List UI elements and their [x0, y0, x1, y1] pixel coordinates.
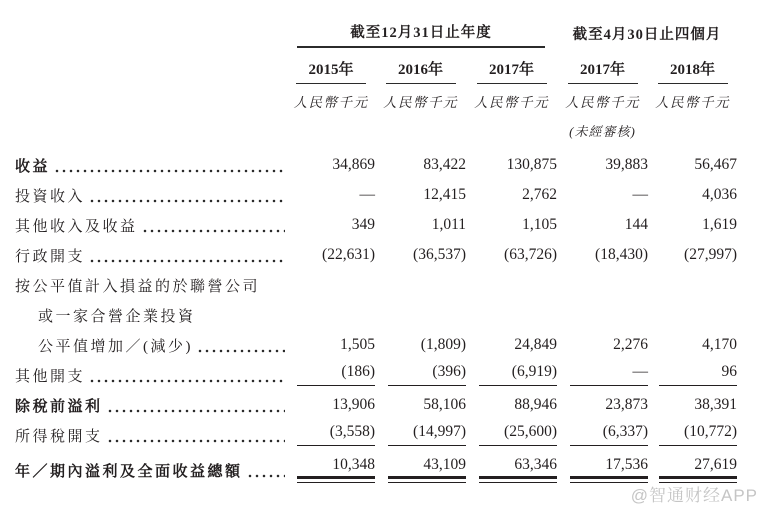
cell-value: —	[632, 363, 648, 381]
cell-value: 34,869	[332, 155, 375, 173]
unit-label: 人民幣千元	[383, 95, 458, 110]
year-header-label: 2017年	[568, 58, 638, 84]
leader-dots	[90, 379, 285, 384]
table-row	[15, 300, 737, 330]
cell-value: 4,036	[702, 185, 737, 203]
row-label: 公平值增加／(減少)	[38, 338, 193, 355]
table-row	[15, 150, 737, 180]
value-cell	[466, 240, 557, 270]
unit-label: 人民幣千元	[474, 95, 549, 110]
cell-value: —	[359, 185, 375, 203]
value-cell	[648, 300, 737, 330]
single-rule	[570, 445, 648, 446]
cell-value: 23,873	[605, 395, 648, 413]
value-cell	[557, 390, 648, 420]
cell-value: 2,276	[613, 335, 648, 353]
table-row	[15, 180, 737, 210]
cell-value: 13,906	[332, 395, 375, 413]
value-cell	[557, 210, 648, 240]
value-cell	[287, 360, 375, 390]
single-rule	[297, 445, 375, 446]
year-header	[557, 48, 648, 84]
leader-dots	[248, 474, 285, 479]
cell-value: 130,875	[506, 155, 557, 173]
single-rule	[388, 445, 466, 446]
cell-value: 1,505	[340, 335, 375, 353]
value-cell	[557, 330, 648, 360]
cell-value: 10,348	[332, 455, 375, 473]
column-group-header-row	[15, 16, 737, 48]
year-header	[287, 48, 375, 84]
row-label-cell	[15, 300, 287, 330]
value-cell	[557, 420, 648, 450]
value-cell	[557, 180, 648, 210]
cell-value: 349	[351, 215, 375, 233]
value-cell	[287, 300, 375, 330]
value-cell	[557, 270, 648, 300]
value-cell	[375, 420, 466, 450]
value-cell	[375, 270, 466, 300]
row-label: 年／期內溢利及全面收益總額	[15, 463, 243, 480]
value-cell	[648, 210, 737, 240]
value-cell	[375, 360, 466, 390]
cell-value: 58,106	[423, 395, 466, 413]
cell-value: 27,619	[694, 455, 737, 473]
currency-unit-row	[15, 84, 737, 118]
leader-dots	[108, 409, 285, 414]
value-cell	[466, 180, 557, 210]
row-label-cell	[15, 390, 287, 420]
cell-value: 12,415	[423, 185, 466, 203]
leader-dots	[108, 439, 285, 444]
double-rule	[297, 476, 375, 483]
year-header-label: 2018年	[658, 58, 728, 84]
single-rule	[659, 385, 737, 386]
row-label: 其他開支	[15, 368, 86, 385]
value-cell	[375, 180, 466, 210]
single-rule	[388, 385, 466, 386]
cell-value: 144	[624, 215, 648, 233]
value-cell	[648, 150, 737, 180]
year-header-label: 2017年	[477, 58, 547, 84]
cell-value: 1,011	[431, 215, 466, 233]
column-group-title: 截至12月31日止年度	[297, 21, 545, 48]
value-cell	[648, 180, 737, 210]
cell-value: (63,726)	[504, 245, 557, 263]
single-rule	[659, 445, 737, 446]
single-rule	[570, 385, 648, 386]
value-cell	[466, 330, 557, 360]
value-cell	[375, 240, 466, 270]
single-rule	[479, 445, 557, 446]
value-cell	[287, 150, 375, 180]
value-cell	[648, 390, 737, 420]
cell-value: 4,170	[702, 335, 737, 353]
cell-value: —	[632, 185, 648, 203]
cell-value: 24,849	[514, 335, 557, 353]
cell-value: (1,809)	[420, 335, 466, 353]
row-label: 其他收入及收益	[15, 218, 138, 235]
value-cell	[375, 150, 466, 180]
cell-value: 38,391	[694, 395, 737, 413]
single-rule	[297, 385, 375, 386]
value-cell	[648, 360, 737, 390]
value-cell	[557, 150, 648, 180]
row-label-cell	[15, 240, 287, 270]
cell-value: (14,997)	[413, 423, 466, 441]
unaudited-note-row	[15, 118, 737, 142]
value-cell	[466, 270, 557, 300]
year-header-spacer	[15, 48, 287, 84]
table-row	[15, 210, 737, 240]
table-row	[15, 240, 737, 270]
cell-value: (36,537)	[413, 245, 466, 263]
unit-spacer	[15, 84, 287, 118]
value-cell	[375, 390, 466, 420]
table-row	[15, 455, 737, 485]
cell-value: 43,109	[423, 455, 466, 473]
value-cell	[557, 240, 648, 270]
cell-value: 39,883	[605, 155, 648, 173]
value-cell	[287, 210, 375, 240]
cell-value: 56,467	[694, 155, 737, 173]
unit-label: 人民幣千元	[655, 95, 730, 110]
leader-dots	[198, 349, 285, 354]
leader-dots	[90, 199, 285, 204]
row-label: 或一家合營企業投資	[38, 308, 196, 325]
row-label-cell	[15, 455, 287, 485]
table-row	[15, 390, 737, 420]
year-header	[375, 48, 466, 84]
value-cell	[557, 360, 648, 390]
row-label: 投資收入	[15, 188, 86, 205]
row-label-cell	[15, 420, 287, 450]
cell-value: (18,430)	[595, 245, 648, 263]
table-row	[15, 360, 737, 390]
value-cell	[466, 360, 557, 390]
leader-dots	[143, 229, 285, 234]
unit-label: 人民幣千元	[565, 95, 640, 110]
single-rule	[479, 385, 557, 386]
row-label-cell	[15, 210, 287, 240]
value-cell	[287, 330, 375, 360]
value-cell	[287, 455, 375, 485]
row-label-cell	[15, 270, 287, 300]
cell-value: 83,422	[423, 155, 466, 173]
row-label-cell	[15, 360, 287, 390]
value-cell	[466, 300, 557, 330]
value-cell	[466, 455, 557, 485]
cell-value: (396)	[432, 363, 466, 381]
cell-value: 88,946	[514, 395, 557, 413]
year-header-label: 2016年	[386, 58, 456, 84]
year-header	[466, 48, 557, 84]
value-cell	[648, 270, 737, 300]
value-cell	[287, 180, 375, 210]
unaudited-note: (未經審核)	[569, 123, 636, 139]
row-label: 行政開支	[15, 248, 86, 265]
cell-value: (6,337)	[602, 423, 648, 441]
year-header-row	[15, 48, 737, 84]
cell-value: 2,762	[522, 185, 557, 203]
cell-value: (186)	[341, 363, 375, 381]
value-cell	[375, 455, 466, 485]
watermark: @智通财经APP	[630, 486, 758, 505]
row-label: 除稅前溢利	[15, 398, 103, 415]
year-header	[648, 48, 737, 84]
leader-dots	[55, 169, 285, 174]
leader-dots	[90, 259, 285, 264]
unit-label: 人民幣千元	[293, 95, 369, 110]
value-cell	[466, 150, 557, 180]
cell-value: (27,997)	[684, 245, 737, 263]
value-cell	[466, 210, 557, 240]
row-label: 所得稅開支	[15, 428, 103, 445]
cell-value: (10,772)	[684, 423, 737, 441]
value-cell	[287, 390, 375, 420]
cell-value: 1,619	[702, 215, 737, 233]
cell-value: 17,536	[605, 455, 648, 473]
row-label: 按公平值計入損益的於聯營公司	[15, 278, 261, 295]
cell-value: 96	[721, 363, 737, 381]
column-group-title: 截至4月30日止四個月	[572, 27, 722, 43]
double-rule	[479, 476, 557, 483]
value-cell	[648, 240, 737, 270]
cell-value: (6,919)	[511, 363, 557, 381]
value-cell	[287, 240, 375, 270]
value-cell	[466, 390, 557, 420]
row-label-cell	[15, 150, 287, 180]
table-row	[15, 330, 737, 360]
value-cell	[557, 300, 648, 330]
table-row	[15, 420, 737, 450]
value-cell	[287, 420, 375, 450]
cell-value: 1,105	[522, 215, 557, 233]
cell-value: 63,346	[514, 455, 557, 473]
value-cell	[375, 300, 466, 330]
value-cell	[648, 330, 737, 360]
cell-value: (25,600)	[504, 423, 557, 441]
row-label: 收益	[15, 158, 51, 175]
row-label-cell	[15, 180, 287, 210]
table-body	[15, 150, 737, 485]
cell-value: (22,631)	[322, 245, 375, 263]
value-cell	[287, 270, 375, 300]
table-row	[15, 270, 737, 300]
cell-value: (3,558)	[329, 423, 375, 441]
row-label-cell	[15, 330, 287, 360]
value-cell	[466, 420, 557, 450]
financial-table	[15, 16, 737, 485]
year-header-label: 2015年	[296, 58, 366, 84]
value-cell	[375, 210, 466, 240]
value-cell	[648, 420, 737, 450]
double-rule	[388, 476, 466, 483]
value-cell	[375, 330, 466, 360]
